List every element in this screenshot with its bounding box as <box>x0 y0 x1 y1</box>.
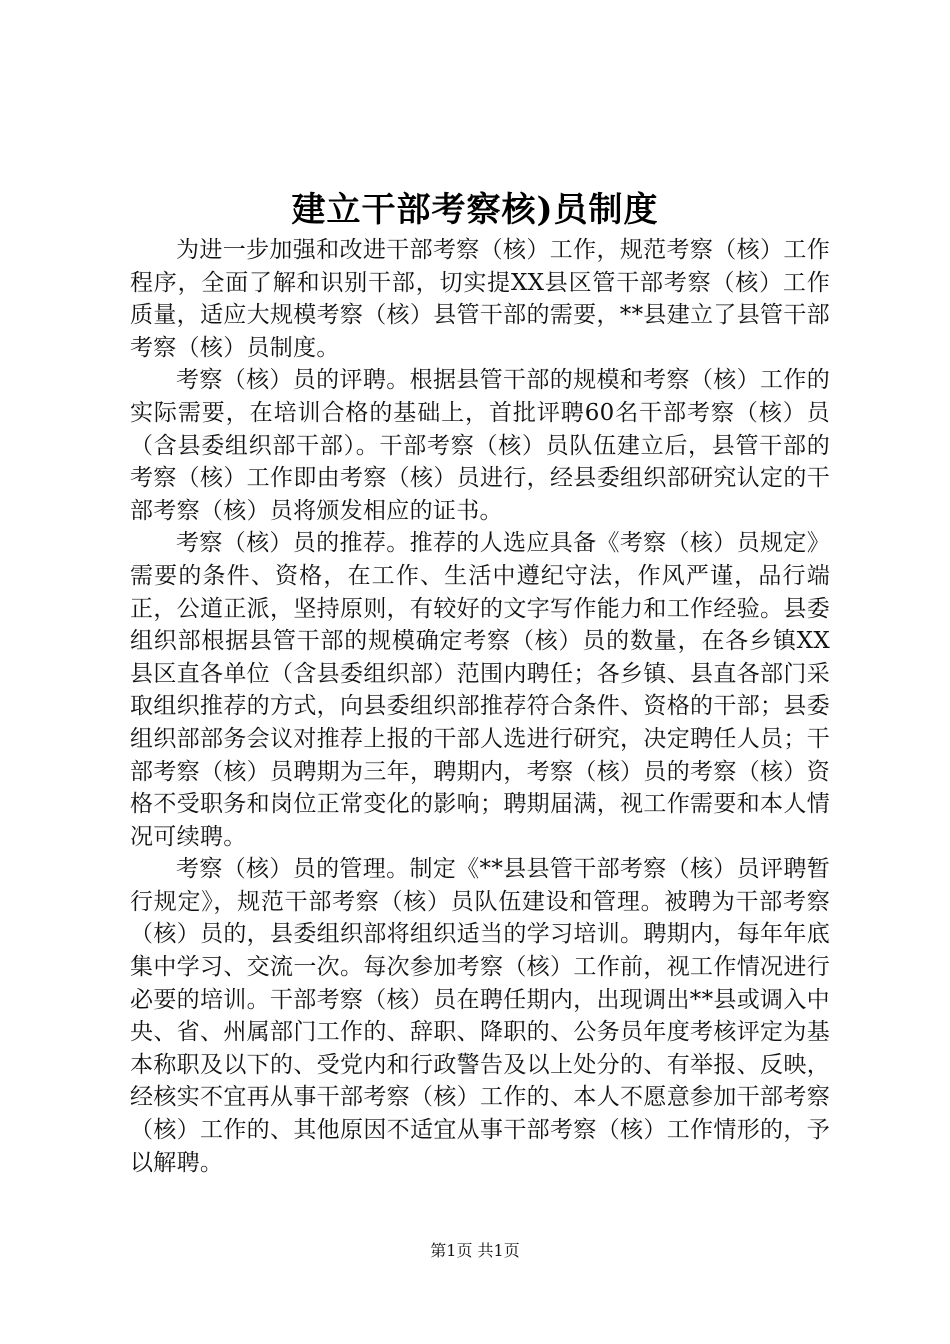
page-footer: 第1页 共1页 <box>430 1241 520 1260</box>
paragraph-appointment: 考察（核）员的评聘。根据县管干部的规模和考察（核）工作的实际需要，在培训合格的基础上，首批评聘60名干部考察（核）员（含县委组织部干部）。干部考察（核）员队伍建立后，县管干部的考察（核）工作即由考察（核）员进行，经县委组织部研究认定的干部考察（核）员将颁发相应的证书。 <box>130 367 830 524</box>
paragraph-intro: 为进一步加强和改进干部考察（核）工作，规范考察（核）工作程序，全面了解和识别干部，切实提XX县区管干部考察（核）工作质量，适应大规模考察（核）县管干部的需要，**县建立了县管干部考察（核）员制度。 <box>130 237 830 361</box>
document-title: 建立干部考察核)员制度 <box>291 190 659 230</box>
paragraph-recommendation: 考察（核）员的推荐。推荐的人选应具备《考察（核）员规定》需要的条件、资格，在工作、生活中遵纪守法，作风严谨，品行端正，公道正派，坚持原则，有较好的文字写作能力和工作经验。县委组织部根据县管干部的规模确定考察（核）员的数量，在各乡镇XX县区直各单位（含县委组织部）范围内聘任；各乡镇、县直各部门采取组织推荐的方式，向县委组织部推荐符合条件、资格的干部；县委组织部部务会议对推荐上报的干部人选进行研究，决定聘任人员；干部考察（核）员聘期为三年，聘期内，考察（核）员的考察（核）资格不受职务和岗位正常变化的影响；聘期届满，视工作需要和本人情况可续聘。 <box>130 530 830 850</box>
paragraph-management: 考察（核）员的管理。制定《**县县管干部考察（核）员评聘暂行规定》，规范干部考察（核）员队伍建设和管理。被聘为干部考察（核）员的，县委组织部将组织适当的学习培训。聘期内，每年年底集中学习、交流一次。每次参加考察（核）工作前，视工作情况进行必要的培训。干部考察（核）员在聘任期内，出现调出**县或调入中央、省、州属部门工作的、辞职、降职的、公务员年度考核评定为基本称职及以下的、受党内和行政警告及以上处分的、有举报、反映，经核实不宜再从事干部考察（核）工作的、本人不愿意参加干部考察（核）工作的、其他原因不适宜从事干部考察（核）工作情形的，予以解聘。 <box>130 856 830 1176</box>
document-body <box>130 234 830 1179</box>
